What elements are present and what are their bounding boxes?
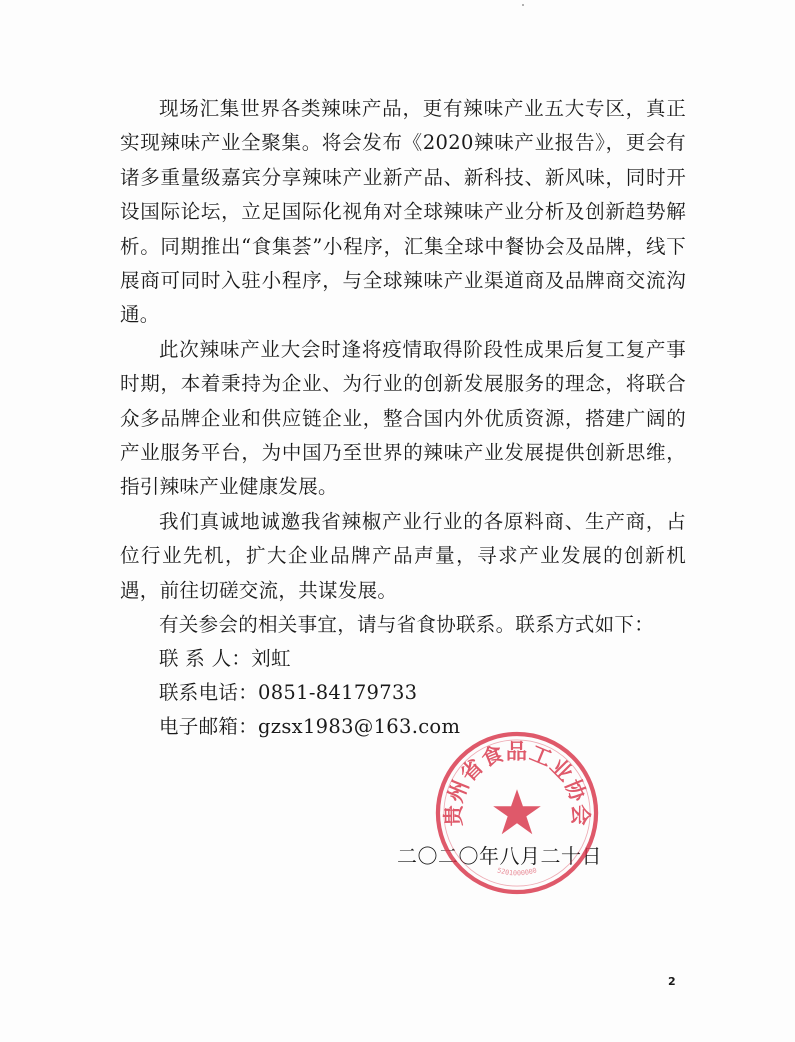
page-number: 2 xyxy=(668,975,676,988)
contact-email: 电子邮箱：gzsx1983@163.com xyxy=(159,715,461,739)
letter-body xyxy=(120,92,686,744)
paragraph-conference-purpose: 此次辣味产业大会时逢将疫情取得阶段性成果后复工复产事时期，本着秉持为企业、为行业的创新发展服务的理念，将联合众多品牌企业和供应链企业，整合国内外优质资源，搭建广阔的产业服务平台，为中国乃至世界的辣味产业发展提供创新思维，指引辣味产业健康发展。 xyxy=(120,337,686,499)
seal-org-name: 贵州省食品工业协会 xyxy=(441,739,593,827)
paragraph-invitation: 我们真诚地诚邀我省辣椒产业行业的各原料商、生产商，占位行业先机，扩大企业品牌产品声量，寻求产业发展的创新机遇，前往切磋交流，共谋发展。 xyxy=(120,509,686,602)
seal-serial-number: 5201000000 xyxy=(496,866,538,878)
contact-person: 联 系 人：刘虹 xyxy=(159,647,291,671)
scan-speck xyxy=(522,4,524,6)
contact-intro: 有关参会的相关事宜，请与省食协联系。联系方式如下： xyxy=(159,613,655,637)
paragraph-event-highlights: 现场汇集世界各类辣味产品，更有辣味产业五大专区，真正实现辣味产业全聚集。将会发布《2020辣味产业报告》，更会有诸多重量级嘉宾分享辣味产业新产品、新科技、新风味，同时开设国际论坛，立足国际化视角对全球辣味产业分析及创新趋势解析。同期推出“食集荟”小程序，汇集全球中餐协会及品牌，线下展商可同时入驻小程序，与全球辣味产业渠道商及品牌商交流沟通。 xyxy=(120,97,686,327)
signature-date: 二〇二〇年八月二十日 xyxy=(397,844,602,868)
contact-phone: 联系电话：0851-84179733 xyxy=(159,681,418,705)
official-seal-stamp xyxy=(432,728,602,898)
seal-star-icon xyxy=(493,789,541,834)
